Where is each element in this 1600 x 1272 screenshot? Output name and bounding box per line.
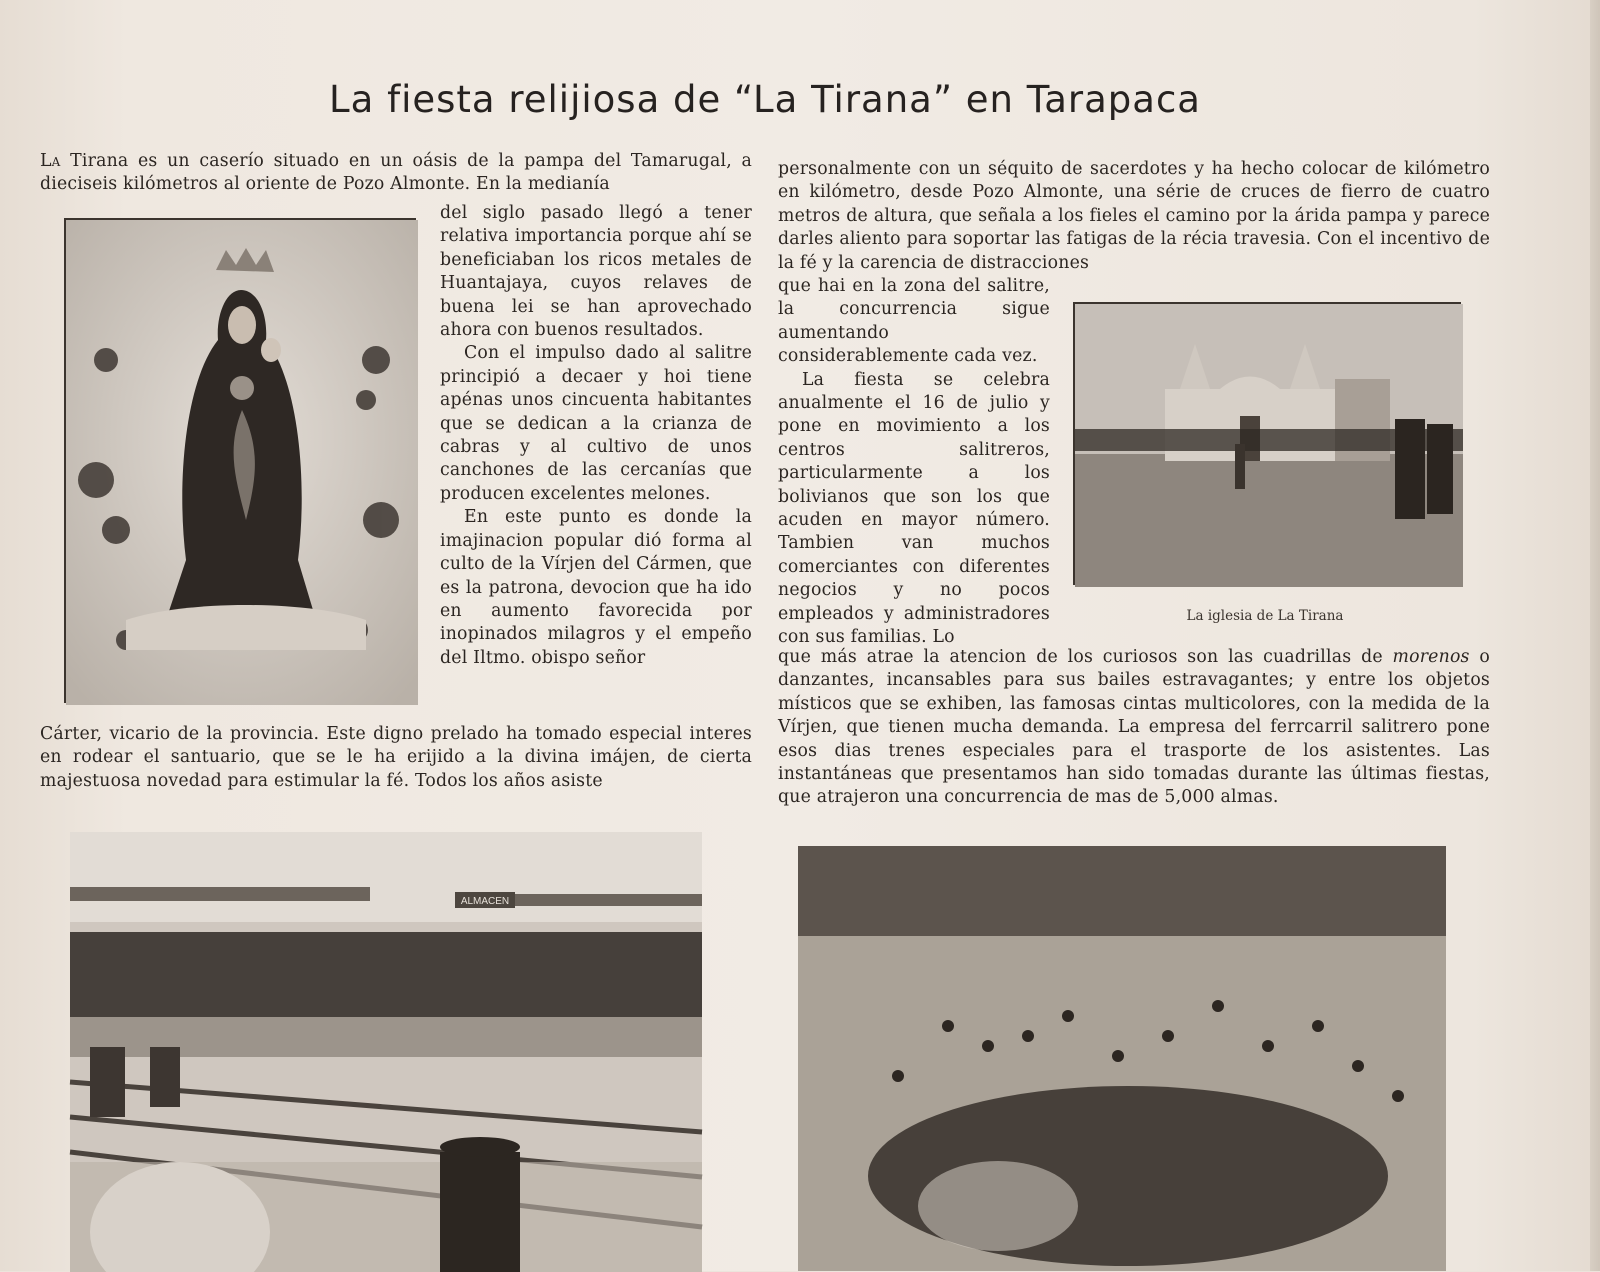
emphasis-morenos: morenos (1392, 647, 1470, 667)
left-column-bottom (40, 723, 752, 793)
intro-paragraph: Tirana es un caserío situado en un oásis de la pampa del Tamarugal, a dieciseis kilómetros al oriente de Pozo Almonte. En la medianía (40, 151, 752, 195)
paragraph: En este punto es donde la imajinacion popular dió forma al culto de la Vírjen del Cármen, que es la patrona, devocion que ha ido en aumento favorecida por inopinados milagros y el empeño del Iltmo. obispo señor (440, 507, 752, 668)
right-column-top (778, 158, 1490, 275)
paragraph: La fiesta se celebra anualmente el 16 de julio y pone en movimiento a los centros salitreros, particularmente a los bolivianos que son los que acuden en mayor número. Tambien van muchos comerciantes con diferentes negocios y no pocos empleados y administradores con sus familias. Lo (778, 369, 1050, 648)
article-title: La fiesta relijiosa de “La Tirana” en Tarapaca (329, 78, 1201, 121)
dance-illustration (798, 846, 1446, 1271)
right-column-narrow (778, 275, 1050, 650)
dropcap-smallcaps: La (40, 151, 61, 171)
virgin-illustration (66, 220, 418, 705)
left-column-intro (40, 150, 752, 197)
paragraph: Con el impulso dado al salitre principió a decaer y hoi tiene apénas unos cincuenta habitantes que se dedican a la crianza de cabras y al cultivo de unos canchones de las cercanías que producen excelentes melones. (440, 343, 752, 504)
train-station-photo (70, 832, 702, 1272)
paragraph: Cárter, vicario de la provincia. Este digno prelado ha tomado especial interes en rodear el santuario, que se le ha erijido a la divina imájen, de cierta majestuosa novedad para estimular la fé. Todos los años asiste (40, 724, 752, 791)
virgin-photo (64, 218, 416, 703)
paragraph: que más atrae la atencion de los curiosos son las cuadrillas de morenos o danzantes, incansables para sus bailes estravagantes; y entre los objetos místicos que se exhiben, las famosas cintas multicolores, con la medida de la Vírjen, que tienen mucha demanda. La empresa del ferrcarril salitrero pone esos dias trenes especiales para el trasporte de los asistentes. Las instantáneas que presentamos han sido tomadas durante las últimas fiestas, que atrajeron una concurrencia de mas de 5,000 almas. (778, 647, 1490, 808)
station-illustration (70, 832, 702, 1272)
left-column-narrow (440, 202, 752, 670)
church-caption: La iglesia de La Tirana (1186, 608, 1344, 624)
almacen-sign: ALMACEN (460, 896, 510, 907)
church-photo (1073, 302, 1461, 585)
paragraph: personalmente con un séquito de sacerdotes y ha hecho colocar de kilómetro en kilómetro, desde Pozo Almonte, una série de cruces de fierro de cuatro metros de altura, que señala a los fieles el camino por la árida pampa y parece darles aliento para soportar las fatigas de la récia travesia. Con el incentivo de la fé y la carencia de distracciones (778, 159, 1490, 273)
right-column-bottom (778, 646, 1490, 810)
paragraph: del siglo pasado llegó a tener relativa importancia porque ahí se beneficiaban los ricos metales de Huantajaya, cuyos relaves de buena lei se han aprovechado ahora con buenos resultados. (440, 203, 752, 341)
page-edge (1590, 0, 1600, 1271)
dance-crowd-photo (798, 846, 1446, 1271)
church-illustration (1075, 304, 1463, 587)
paragraph: que hai en la zona del salitre, la concurrencia sigue aumentando considerablemente cada vez. (778, 276, 1050, 367)
